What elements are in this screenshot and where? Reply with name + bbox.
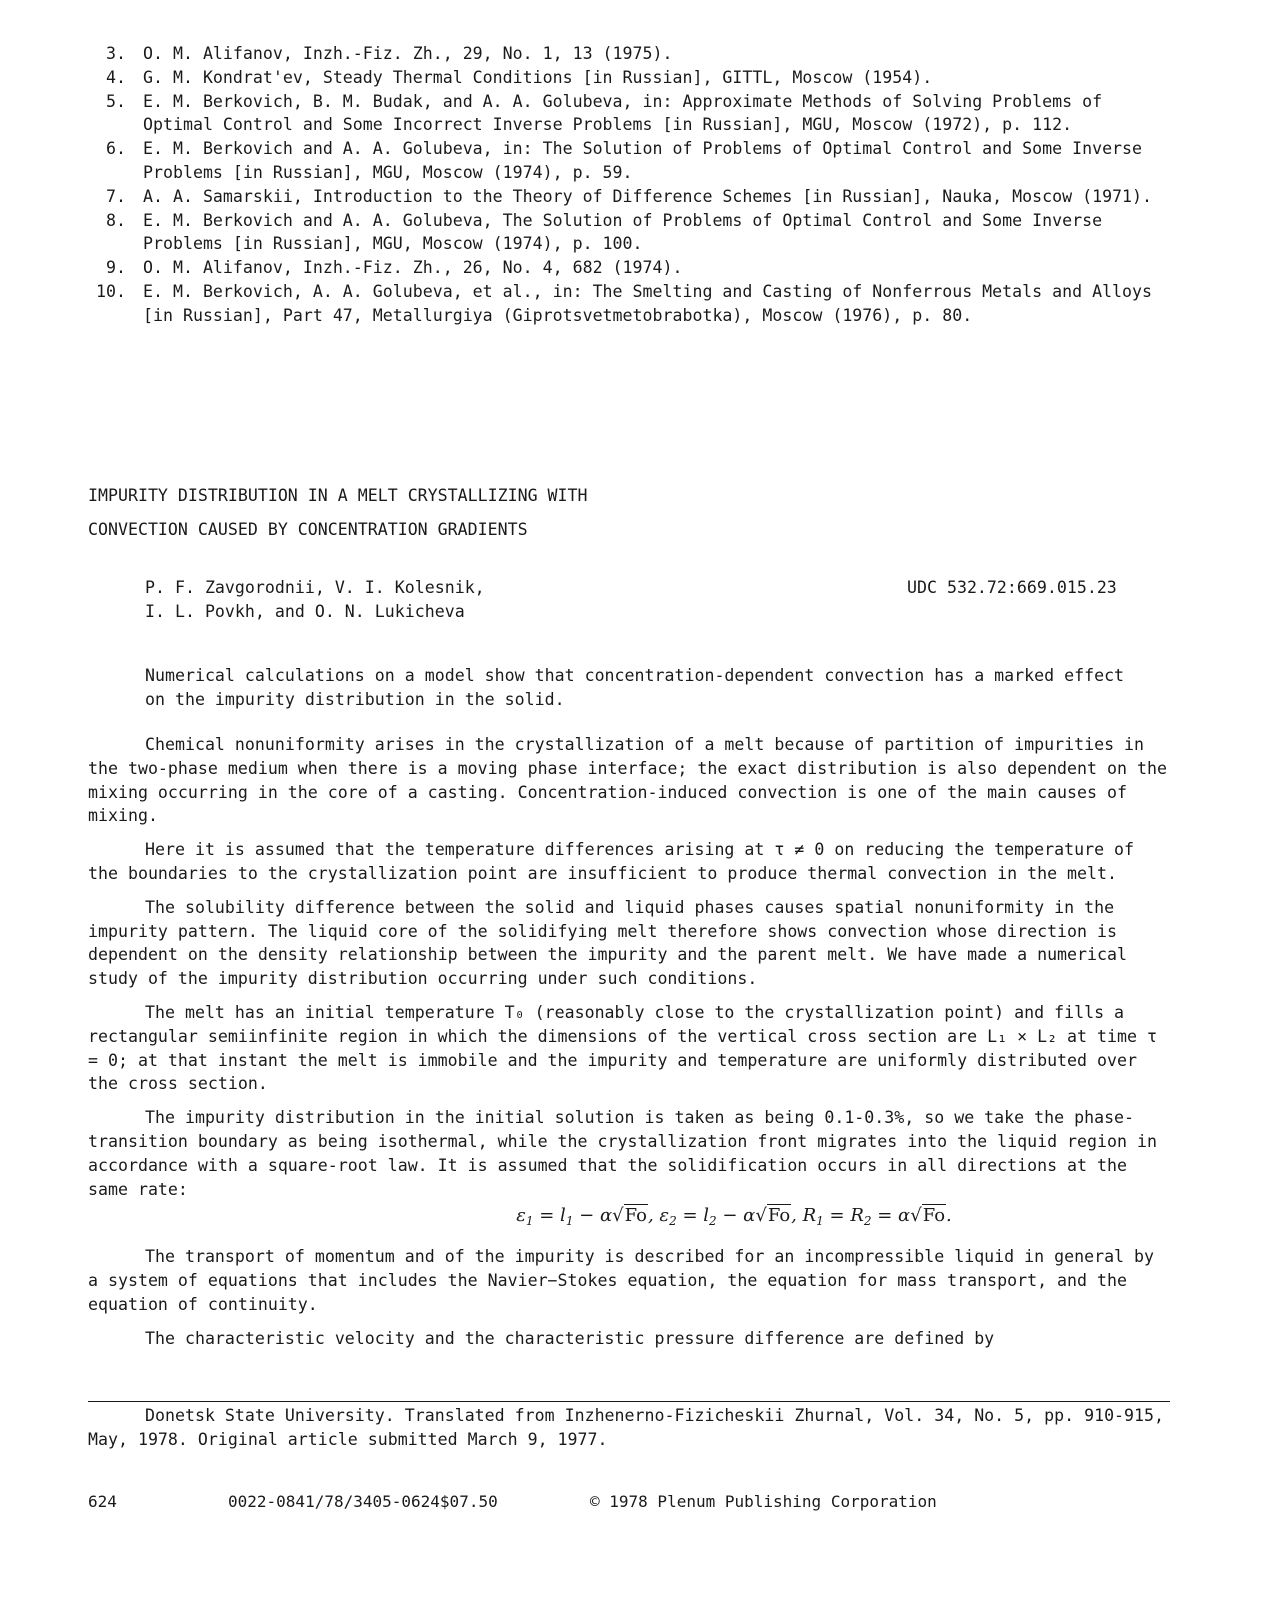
body-paragraph: The characteristic velocity and the characteristic pressure difference are defined by <box>145 1328 995 1348</box>
article-title-line: CONVECTION CAUSED BY CONCENTRATION GRADIENTS <box>88 520 528 539</box>
authors-line: P. F. Zavgorodnii, V. I. Kolesnik, <box>145 578 485 597</box>
reference-item <box>88 185 1168 209</box>
sqrt-icon: √ <box>755 1205 767 1227</box>
solidification-equation: $\varepsilon_1 = l_1 - \alpha√Fo$, $\varepsilon_2 = l_2 - \alpha√Fo$, $R_1 = R_2 = \alpha√Fo$. <box>516 1205 952 1229</box>
reference-item <box>88 209 1168 257</box>
sqrt-icon: √ <box>612 1205 624 1227</box>
body-paragraph: The impurity distribution in the initial solution is taken as being 0.1-0.3%, so we take the phase-transition boundary as being isothermal, while the crystallization front migrates into the liquid region in accordance with a square-root law. It is assumed that the solidification occurs in all directions at the same rate: <box>88 1108 1157 1199</box>
reference-text: G. M. Kondrat'ev, Steady Thermal Conditions [in Russian], GITTL, Moscow (1954). <box>143 67 933 87</box>
reference-number: 6. <box>106 139 126 159</box>
reference-number: 9. <box>106 258 126 278</box>
reference-number: 7. <box>106 186 126 206</box>
reference-item <box>88 280 1168 328</box>
reference-text: E. M. Berkovich, A. A. Golubeva, et al., in: The Smelting and Casting of Nonferrous Metals and Alloys [in Russian], Part 47, Metallurgiya (Giprotsvetmetobrabotka), Moscow (1976), p. 80. <box>143 281 1153 325</box>
body-paragraph: The melt has an initial temperature T₀ (reasonably close to the crystallization point) and fills a rectangular semiinfinite region in which the dimensions of the vertical cross section are L₁ × L₂ at time τ = 0; at that instant the melt is immobile and the impurity and temperature are uniformly distributed over the cross section. <box>88 1002 1157 1094</box>
reference-text: E. M. Berkovich and A. A. Golubeva, in: The Solution of Problems of Optimal Control and Some Inverse Problems [in Russian], MGU, Moscow (1974), p. 59. <box>143 139 1143 182</box>
reference-number: 8. <box>106 210 126 230</box>
reference-item <box>88 90 1168 138</box>
reference-text: E. M. Berkovich and A. A. Golubeva, The Solution of Problems of Optimal Control and Some Inverse Problems [in Russian], MGU, Moscow (1974), p. 100. <box>143 210 1103 254</box>
reference-item <box>88 66 1168 90</box>
reference-number: 5. <box>106 91 126 111</box>
footnote: Donetsk State University. Translated from Inzhenerno-Fizicheskii Zhurnal, Vol. 34, No. 5, pp. 910-915, May, 1978. Original article submitted March 9, 1977. <box>88 1406 1165 1449</box>
reference-text: O. M. Alifanov, Inzh.-Fiz. Zh., 29, No. 1, 13 (1975). <box>143 44 673 63</box>
reference-text: O. M. Alifanov, Inzh.-Fiz. Zh., 26, No. 4, 682 (1974). <box>143 258 683 278</box>
article-authors <box>145 576 665 624</box>
reference-number: 4. <box>106 67 126 87</box>
body-paragraph: The solubility difference between the solid and liquid phases causes spatial nonuniformity in the impurity pattern. The liquid core of the solidifying melt therefore shows convection whose direction is dependent on the density relationship between the impurity and the parent melt. We have made a numerical study of the impurity distribution occurring under such conditions. <box>88 897 1127 989</box>
authors-line: I. L. Povkh, and O. N. Lukicheva <box>145 601 465 621</box>
article-title <box>88 479 788 547</box>
reference-item <box>88 42 1168 66</box>
reference-list <box>88 42 1168 328</box>
abstract: Numerical calculations on a model show that concentration-dependent convection has a marked effect on the impurity distribution in the solid. <box>145 666 1125 709</box>
copyright: © 1978 Plenum Publishing Corporation <box>590 1492 937 1511</box>
body-paragraph: Here it is assumed that the temperature differences arising at τ ≠ 0 on reducing the temperature of the boundaries to the crystallization point are insufficient to produce thermal convection in the melt. <box>88 840 1135 883</box>
reference-item <box>88 256 1168 280</box>
article-title-line: IMPURITY DISTRIBUTION IN A MELT CRYSTALLIZING WITH <box>88 486 588 505</box>
article-body <box>88 733 1170 1361</box>
reference-item <box>88 137 1168 185</box>
udc-code: UDC 532.72:669.015.23 <box>907 578 1117 597</box>
article-code: 0022-0841/78/3405-0624$07.50 <box>228 1492 498 1511</box>
body-paragraph: The transport of momentum and of the impurity is described for an incompressible liquid in general by a system of equations that includes the Navier−Stokes equation, the equation for mass transport, and the equation of continuity. <box>88 1247 1155 1314</box>
reference-text: E. M. Berkovich, B. M. Budak, and A. A. Golubeva, in: Approximate Methods of Solving Problems of Optimal Control and Some Incorrect Inverse Problems [in Russian], MGU, Moscow (1972), p. 112. <box>143 91 1103 135</box>
reference-number: 3. <box>106 44 126 63</box>
reference-text: A. A. Samarskii, Introduction to the Theory of Difference Schemes [in Russian], Nauka, Moscow (1971). <box>143 186 1153 206</box>
footnote-divider <box>88 1401 1170 1402</box>
page-number: 624 <box>88 1492 117 1511</box>
reference-number: 10. <box>96 281 126 301</box>
sqrt-icon: √ <box>910 1205 922 1227</box>
body-paragraph: Chemical nonuniformity arises in the crystallization of a melt because of partition of impurities in the two-phase medium when there is a moving phase interface; the exact distribution is also dependent on the mixing occurring in the core of a casting. Concentration-induced convection is one of the main causes of mixing. <box>88 735 1167 826</box>
